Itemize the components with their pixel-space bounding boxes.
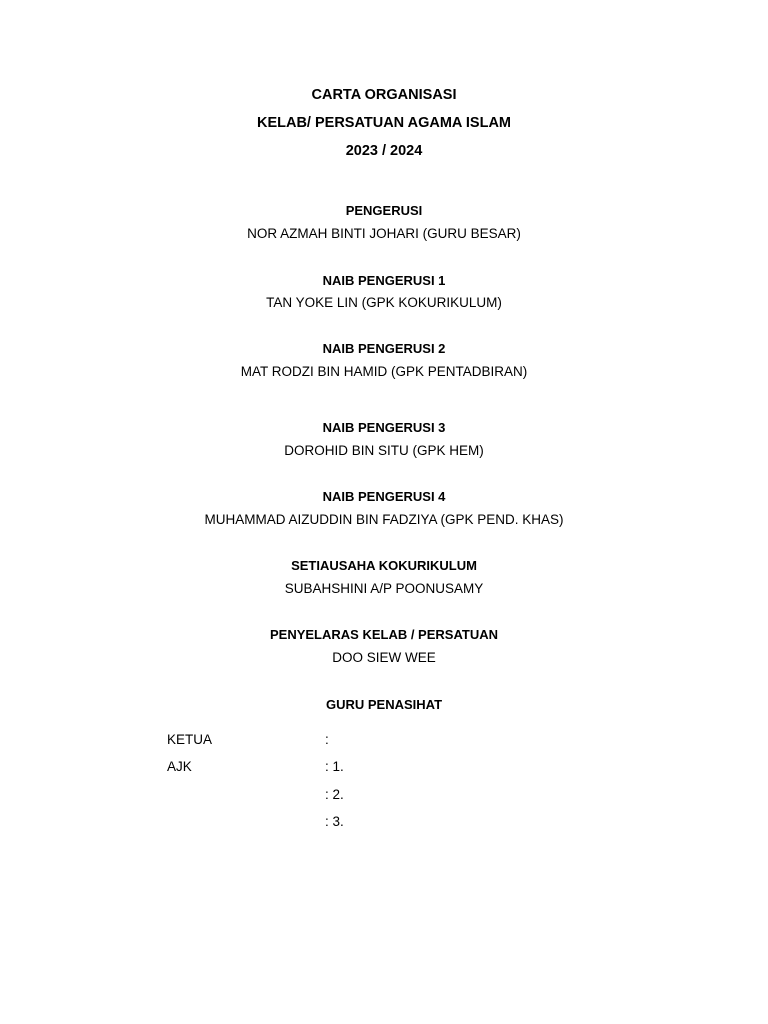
role-vice-chair-2: NAIB PENGERUSI 2 — [322, 341, 446, 356]
document-title: CARTA ORGANISASI — [311, 87, 457, 103]
name-vice-chair-1: TAN YOKE LIN (GPK KOKURIKULUM) — [266, 295, 502, 310]
advisor-row-label: KETUA — [167, 732, 213, 747]
role-coordinator: PENYELARAS KELAB / PERSATUAN — [269, 627, 498, 642]
role-chairperson: PENGERUSI — [345, 203, 423, 218]
document-subtitle: KELAB/ PERSATUAN AGAMA ISLAM — [256, 115, 511, 131]
role-vice-chair-3: NAIB PENGERUSI 3 — [322, 420, 446, 435]
document-year: 2023 / 2024 — [345, 143, 423, 159]
role-vice-chair-1: NAIB PENGERUSI 1 — [322, 273, 446, 288]
advisors-heading: GURU PENASIHAT — [325, 697, 443, 712]
advisor-row-value: : 2. — [325, 787, 344, 802]
role-secretary: SETIAUSAHA KOKURIKULUM — [291, 558, 477, 573]
advisor-row-value: : 3. — [325, 814, 344, 829]
advisor-row-value: : 1. — [325, 759, 344, 774]
advisor-row-value: : — [325, 732, 329, 747]
name-vice-chair-4: MUHAMMAD AIZUDDIN BIN FADZIYA (GPK PEND. KHAS) — [204, 512, 564, 527]
advisor-row-label: AJK — [167, 759, 192, 774]
name-vice-chair-2: MAT RODZI BIN HAMID (GPK PENTADBIRAN) — [240, 364, 528, 379]
name-secretary: SUBAHSHINI A/P POONUSAMY — [284, 581, 484, 596]
name-chairperson: NOR AZMAH BINTI JOHARI (GURU BESAR) — [247, 226, 521, 241]
role-vice-chair-4: NAIB PENGERUSI 4 — [322, 489, 446, 504]
name-vice-chair-3: DOROHID BIN SITU (GPK HEM) — [284, 443, 484, 458]
name-coordinator: DOO SIEW WEE — [332, 650, 436, 665]
